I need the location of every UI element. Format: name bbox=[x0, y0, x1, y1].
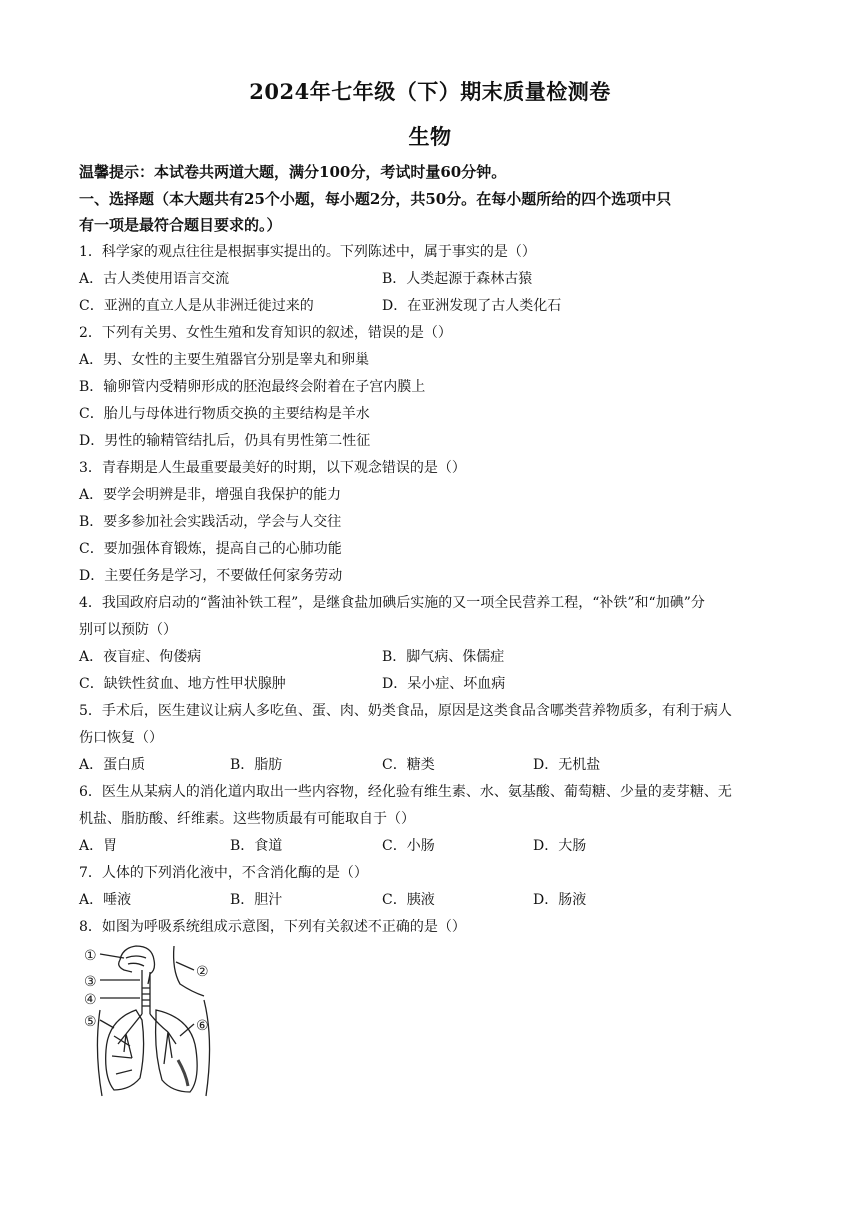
option: C．胎儿与母体进行物质交换的主要结构是羊水 bbox=[79, 406, 370, 422]
option: B．人类起源于森林古猿 bbox=[382, 271, 533, 287]
exam-title: 2024年七年级（下）期末质量检测卷 bbox=[249, 79, 611, 104]
option: C．亚洲的直立人是从非洲迁徙过来的 bbox=[79, 298, 314, 314]
question-stem-cont: 别可以预防（） bbox=[79, 622, 177, 638]
label-4: ④ bbox=[84, 992, 97, 1008]
option: A．夜盲症、佝偻病 bbox=[79, 649, 202, 665]
label-3: ③ bbox=[84, 974, 97, 990]
option: D．肠液 bbox=[533, 892, 587, 908]
option: C．糖类 bbox=[382, 757, 435, 773]
question-stem: 7．人体的下列消化液中，不含消化酶的是（） bbox=[79, 865, 368, 881]
option: C．小肠 bbox=[382, 838, 435, 854]
question-stem: 5．手术后，医生建议让病人多吃鱼、蛋、肉、奶类食品，原因是这类食品含哪类营养物质多，有利于病人 bbox=[79, 703, 732, 719]
question-stem-cont: 机盐、脂肪酸、纤维素。这些物质最有可能取自于（） bbox=[79, 811, 415, 827]
section-heading-cont: 有一项是最符合题目要求的。） bbox=[79, 216, 282, 234]
option: B．要多参加社会实践活动，学会与人交往 bbox=[79, 514, 342, 530]
question-stem: 8．如图为呼吸系统组成示意图，下列有关叙述不正确的是（） bbox=[79, 919, 466, 935]
option: B．食道 bbox=[230, 838, 283, 854]
option: B．胆汁 bbox=[230, 892, 283, 908]
option: D．在亚洲发现了古人类化石 bbox=[382, 298, 562, 314]
option: A．唾液 bbox=[79, 892, 132, 908]
label-5: ⑤ bbox=[84, 1014, 97, 1030]
option: C．要加强体育锻炼，提高自己的心肺功能 bbox=[79, 541, 342, 557]
option: A．要学会明辨是非，增强自我保护的能力 bbox=[79, 487, 342, 503]
option: A．蛋白质 bbox=[79, 757, 146, 773]
label-1: ① bbox=[84, 948, 97, 964]
option: D．呆小症、坏血病 bbox=[382, 676, 506, 692]
option: B．脚气病、侏儒症 bbox=[382, 649, 505, 665]
option: D．大肠 bbox=[533, 838, 587, 854]
question-stem: 2．下列有关男、女性生殖和发育知识的叙述，错误的是（） bbox=[79, 325, 452, 341]
option: C．缺铁性贫血、地方性甲状腺肿 bbox=[79, 676, 286, 692]
option: A．古人类使用语言交流 bbox=[79, 271, 230, 287]
option: D．主要任务是学习，不要做任何家务劳动 bbox=[79, 568, 343, 584]
label-2: ② bbox=[196, 964, 209, 980]
option: D．无机盐 bbox=[533, 757, 601, 773]
question-stem: 1．科学家的观点往往是根据事实提出的。下列陈述中，属于事实的是（） bbox=[79, 244, 536, 260]
label-6: ⑥ bbox=[196, 1018, 209, 1034]
question-stem: 6．医生从某病人的消化道内取出一些内容物，经化验有维生素、水、氨基酸、葡萄糖、少量的麦芽糖、无 bbox=[79, 784, 732, 800]
question-stem: 3．青春期是人生最重要最美好的时期，以下观念错误的是（） bbox=[79, 460, 466, 476]
option: B．输卵管内受精卵形成的胚泡最终会附着在子宫内膜上 bbox=[79, 379, 426, 395]
notice: 温馨提示：本试卷共两道大题，满分100分，考试时量60分钟。 bbox=[79, 163, 507, 181]
section-heading: 一、选择题（本大题共有25个小题，每小题2分，共50分。在每小题所给的四个选项中只 bbox=[79, 190, 672, 208]
option: C．胰液 bbox=[382, 892, 435, 908]
question-stem-cont: 伤口恢复（） bbox=[79, 730, 163, 746]
option: D．男性的输精管结扎后，仍具有男性第二性征 bbox=[79, 433, 371, 449]
question-stem: 4．我国政府启动的“酱油补铁工程”，是继食盐加碘后实施的又一项全民营养工程，“补铁”和“加碘”分 bbox=[79, 595, 705, 611]
subject-title: 生物 bbox=[408, 124, 452, 149]
option: A．胃 bbox=[79, 838, 118, 854]
option: B．脂肪 bbox=[230, 757, 283, 773]
respiratory-system-diagram bbox=[80, 940, 230, 1098]
option: A．男、女性的主要生殖器官分别是睾丸和卵巢 bbox=[79, 352, 370, 368]
